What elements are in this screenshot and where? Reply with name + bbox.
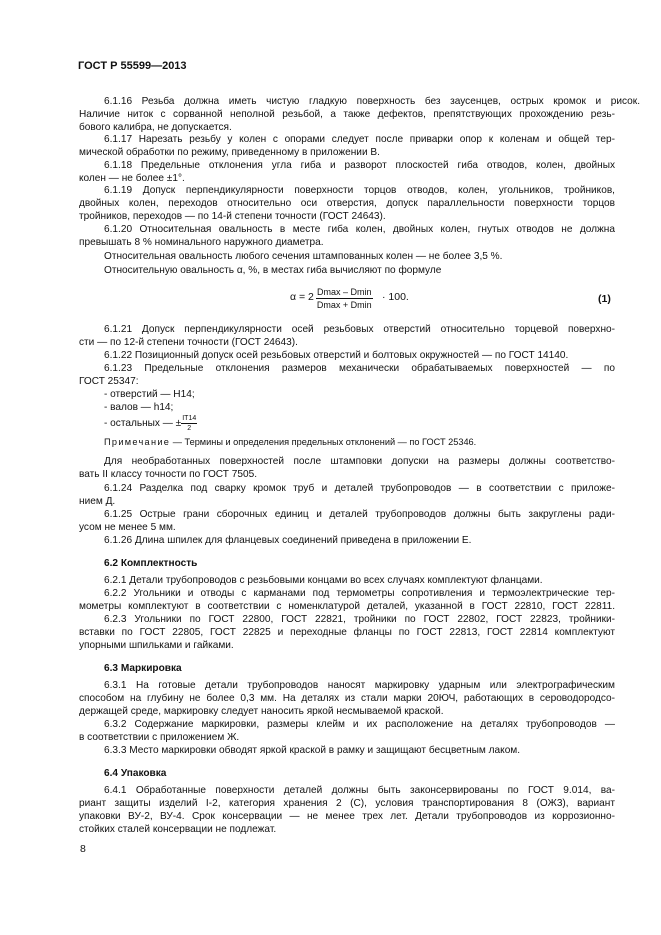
- paragraph-line: держащей среде, маркировку следует наносить яркой несмываемой краской.: [79, 706, 444, 717]
- formula-numerator: Dmax – Dmin: [317, 287, 372, 297]
- paragraph-line: 6.3.1 На готовые детали трубопроводов наносят маркировку ударным или электрографическим: [104, 680, 615, 691]
- paragraph-line: усом не менее 5 мм.: [79, 522, 176, 533]
- paragraph-line: вставки по ГОСТ 22805, ГОСТ 22825 и переходные фланцы по ГОСТ 22813, ГОСТ 22814 комплектуют: [79, 627, 615, 638]
- paragraph-line: стойких сталей консервации не подлежат.: [79, 824, 277, 835]
- paragraph-line: 6.1.19 Допуск перпендикулярности поверхности торцов отводов, колен, угольников, тройников,: [104, 185, 615, 196]
- section-heading: 6.4 Упаковка: [104, 768, 167, 779]
- paragraph-line: 6.2.3 Угольники по ГОСТ 22800, ГОСТ 22821, тройники по ГОСТ 22802, ГОСТ 22823, тройники-: [104, 614, 615, 625]
- note-label: Примечание: [104, 437, 171, 447]
- paragraph-line: мической обработки по режиму, приведенному в приложении В.: [79, 147, 380, 158]
- note-text: Термины и определения предельных отклонений — по ГОСТ 25346.: [184, 437, 477, 447]
- list-item: [104, 414, 640, 433]
- paragraph-line: 6.2.2 Угольники и отводы с карманами под термометры сопротивления и термоэлектрические тер-: [104, 588, 615, 599]
- list-item: - отверстий — H14;: [104, 389, 195, 400]
- paragraph-line: мометры комплектуют в соответствии с номенклатурой деталей, указанной в ГОСТ 22810, ГОСТ 22811.: [79, 601, 615, 612]
- paragraph-line: 6.1.25 Острые грани сборочных единиц и деталей трубопроводов должны быть закруглены ради-: [104, 509, 615, 520]
- section-heading: 6.3 Маркировка: [104, 663, 182, 674]
- paragraph-line: упаковки ВУ-2, ВУ-4. Срок консервации — не менее трех лет. Детали трубопроводов из коррозионно-: [79, 811, 615, 822]
- paragraph-line: Наличие ниток с сорванной неполной резьбой, а также дефектов, препятствующих прохождению резь-: [79, 109, 615, 120]
- paragraph-line: в соответствии с приложением Ж.: [79, 732, 240, 743]
- paragraph-line: бового калибра, не допускается.: [79, 122, 232, 133]
- formula-tail: · 100.: [382, 291, 409, 303]
- paragraph-line: 6.1.23 Предельные отклонения размеров механически обрабатываемых поверхностей — по: [104, 363, 615, 374]
- formula-denominator: Dmax + Dmin: [316, 300, 372, 310]
- tolerance-fraction: [181, 414, 197, 433]
- tolerance-denominator: 2: [187, 425, 192, 432]
- page-header: ГОСТ Р 55599—2013: [78, 60, 187, 72]
- note: [104, 436, 640, 449]
- paragraph-line: риант защиты изделий I-2, категория хранения 2 (С), условия транспортирования 8 (ОЖ3), вариант: [79, 798, 615, 809]
- paragraph-line: 6.1.26 Длина шпилек для фланцевых соединений приведена в приложении Е.: [104, 535, 472, 546]
- paragraph-line: превышать 8 % номинального наружного диаметра.: [79, 237, 324, 248]
- note-dash: —: [170, 437, 185, 447]
- paragraph-line: тройников, переходов — по 14-й степени точности (ГОСТ 24643).: [79, 211, 386, 222]
- equation-number: (1): [598, 293, 611, 305]
- paragraph-line: 6.1.21 Допуск перпендикулярности осей резьбовых отверстий относительно торцевой поверхно-: [104, 324, 615, 335]
- paragraph-line: упорными шпильками и гайками.: [79, 640, 234, 651]
- formula-lhs: α = 2: [290, 291, 314, 303]
- paragraph-line: двойных колен, переходов относительно оси отверстия, допуск параллельности поверхности торцов: [79, 198, 615, 209]
- tolerance-numerator: IT14: [182, 415, 197, 422]
- paragraph-line: нием Д.: [79, 496, 116, 507]
- paragraph-line: 6.3.2 Содержание маркировки, размеры клейм и их расположение на деталях трубопроводов —: [104, 719, 615, 730]
- paragraph-line: 6.3.3 Место маркировки обводят яркой краской в рамку и защищают бесцветным лаком.: [104, 745, 521, 756]
- paragraph-line: способом на глубину не более 0,3 мм. На деталях из стали марки 20ЮЧ, работающих в сероводородсо-: [79, 693, 615, 704]
- paragraph-line: ГОСТ 25347:: [79, 376, 139, 387]
- paragraph-line: 6.1.22 Позиционный допуск осей резьбовых отверстий и болтовых окружностей — по ГОСТ 14140.: [104, 350, 569, 361]
- paragraph-line: Относительная овальность любого сечения штампованных колен — не более 3,5 %.: [104, 251, 503, 262]
- list-item: - валов — h14;: [104, 402, 174, 413]
- paragraph-line: 6.2.1 Детали трубопроводов с резьбовыми концами во всех случаях комплектуют фланцами.: [104, 575, 543, 586]
- paragraph-line: 6.1.20 Относительная овальность в месте гиба колен, двойных колен, гнутых отводов не должна: [104, 224, 615, 235]
- paragraph-line: 6.1.17 Нарезать резьбу у колен с опорами следует после приварки опор к коленам и общей тер-: [104, 134, 615, 145]
- paragraph-line: Относительную овальность α, %, в местах гиба вычисляют по формуле: [104, 265, 442, 276]
- ovality-formula: [290, 286, 420, 316]
- paragraph-line: Для необработанных поверхностей после штамповки допуски на размеры должны соответство-: [104, 456, 615, 467]
- page-number: 8: [80, 843, 86, 855]
- paragraph-line: сти — по 12-й степени точности (ГОСТ 24643).: [79, 337, 298, 348]
- section-heading: 6.2 Комплектность: [104, 558, 198, 569]
- paragraph-line: колен — не более ±1°.: [79, 173, 185, 184]
- paragraph-line: 6.1.24 Разделка под сварку кромок труб и деталей трубопроводов — в соответствии с приложе-: [104, 483, 615, 494]
- formula-fraction: [316, 286, 373, 311]
- paragraph-line: 6.1.18 Предельные отклонения угла гиба и разворот плоскостей гиба отводов, колен, двойных: [104, 160, 615, 171]
- paragraph-line: 6.4.1 Обработанные поверхности деталей должны быть законсервированы по ГОСТ 9.014, ва-: [104, 785, 615, 796]
- paragraph-line: вать II классу точности по ГОСТ 7505.: [79, 469, 257, 480]
- list-item-text: - остальных — ±: [104, 418, 182, 430]
- paragraph-line: 6.1.16 Резьба должна иметь чистую гладкую поверхность без заусенцев, острых кромок и рисок.: [104, 96, 640, 107]
